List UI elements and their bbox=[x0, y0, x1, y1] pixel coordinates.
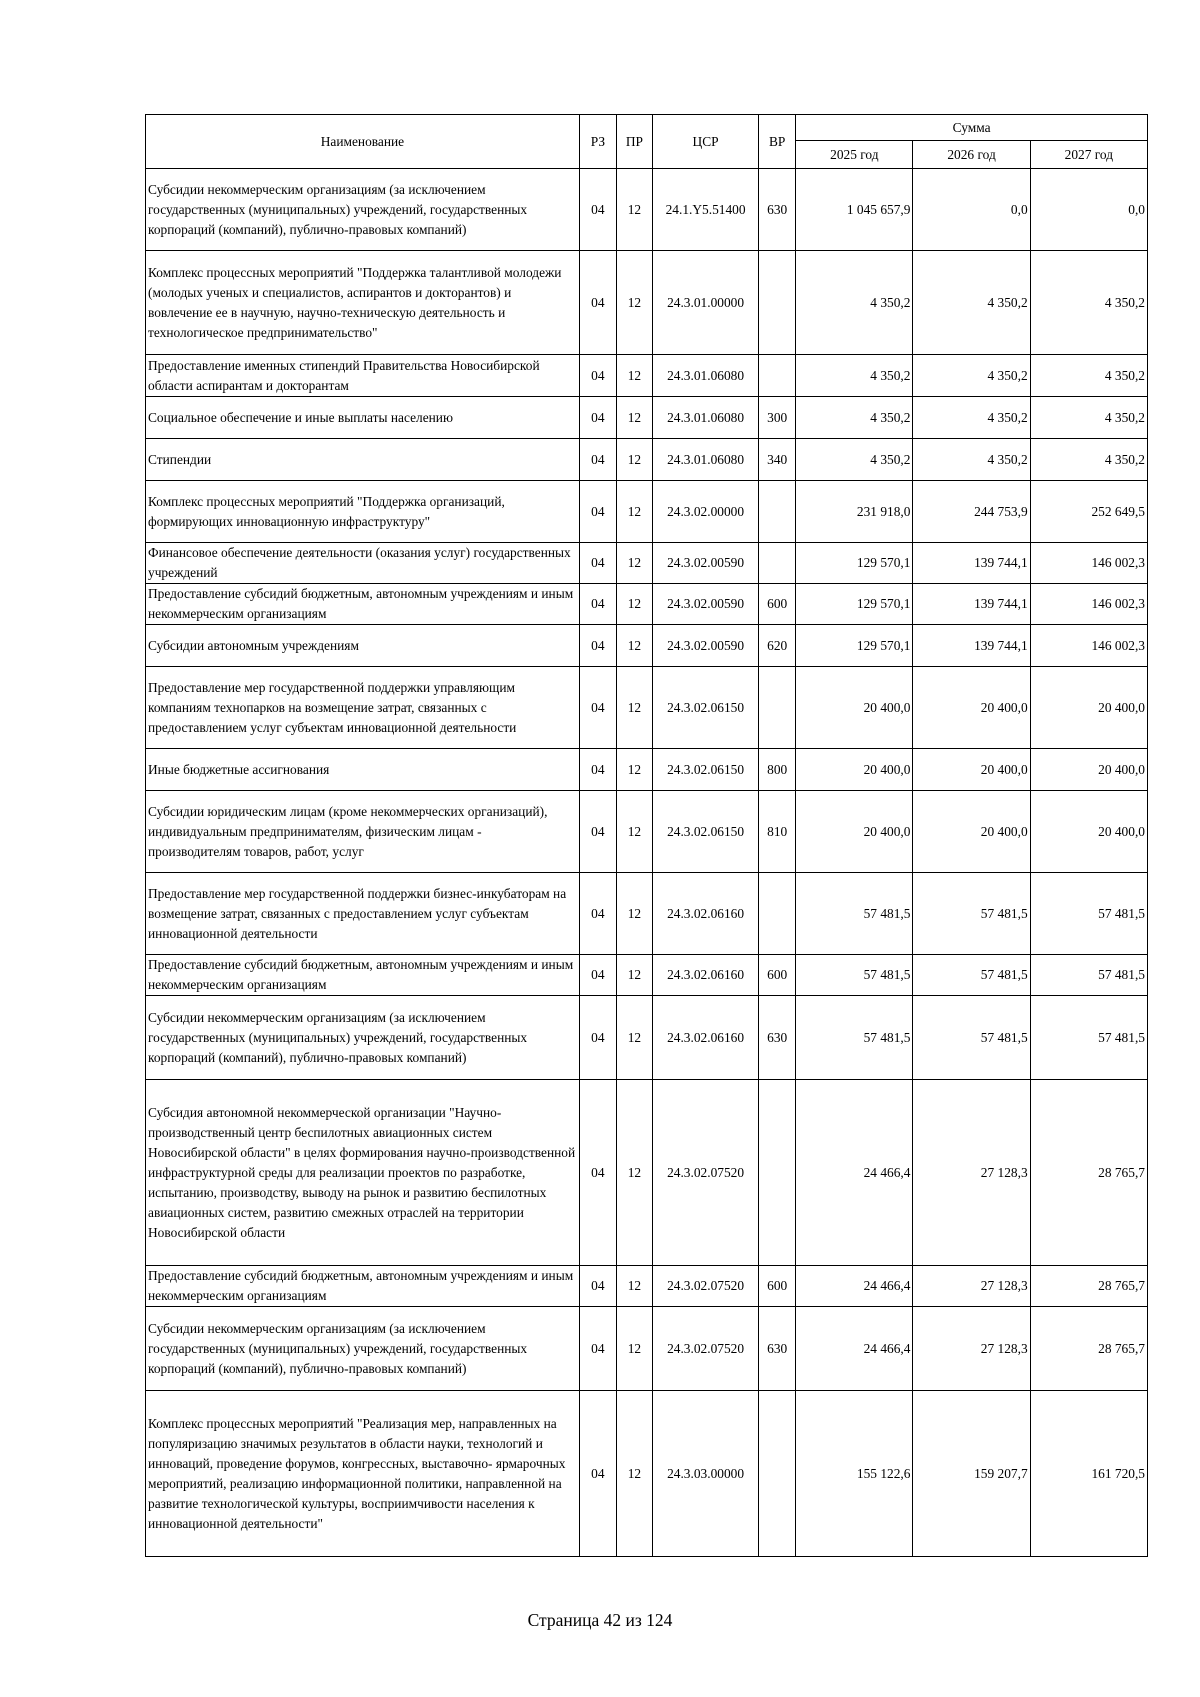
table-row bbox=[146, 481, 1148, 543]
header-row bbox=[146, 115, 1148, 141]
cell-rz: 04 bbox=[579, 439, 616, 481]
table-row bbox=[146, 791, 1148, 873]
cell-vr bbox=[759, 251, 796, 355]
cell-2025: 4 350,2 bbox=[796, 251, 913, 355]
cell-name: Субсидии юридическим лицам (кроме некоммерческих организаций), индивидуальным предпринимателям, физическим лицам - производителям товаров, работ, услуг bbox=[146, 791, 580, 873]
cell-2026: 0,0 bbox=[913, 169, 1030, 251]
cell-name: Предоставление субсидий бюджетным, автономным учреждениям и иным некоммерческим организациям bbox=[146, 955, 580, 996]
cell-vr: 300 bbox=[759, 397, 796, 439]
table-row bbox=[146, 1391, 1148, 1557]
cell-2026: 4 350,2 bbox=[913, 355, 1030, 397]
cell-rz: 04 bbox=[579, 667, 616, 749]
table-row bbox=[146, 355, 1148, 397]
cell-2027: 146 002,3 bbox=[1030, 543, 1147, 584]
cell-2026: 4 350,2 bbox=[913, 397, 1030, 439]
cell-name: Комплекс процессных мероприятий "Поддержка талантливой молодежи (молодых ученых и специалистов, аспирантов и докторантов) и вовлечение ее в научную, научно-техническую деятельность и технологическое предпринимательство" bbox=[146, 251, 580, 355]
cell-csr: 24.3.02.06150 bbox=[652, 791, 758, 873]
header-name: Наименование bbox=[146, 115, 580, 169]
cell-2026: 4 350,2 bbox=[913, 439, 1030, 481]
cell-rz: 04 bbox=[579, 955, 616, 996]
cell-pr: 12 bbox=[616, 1080, 652, 1266]
cell-2025: 57 481,5 bbox=[796, 955, 913, 996]
cell-2027: 0,0 bbox=[1030, 169, 1147, 251]
cell-vr: 340 bbox=[759, 439, 796, 481]
cell-vr bbox=[759, 355, 796, 397]
cell-rz: 04 bbox=[579, 543, 616, 584]
header-csr: ЦСР bbox=[652, 115, 758, 169]
cell-2025: 4 350,2 bbox=[796, 355, 913, 397]
cell-name: Финансовое обеспечение деятельности (оказания услуг) государственных учреждений bbox=[146, 543, 580, 584]
cell-csr: 24.3.02.00000 bbox=[652, 481, 758, 543]
cell-csr: 24.3.02.00590 bbox=[652, 625, 758, 667]
cell-rz: 04 bbox=[579, 873, 616, 955]
table-row bbox=[146, 169, 1148, 251]
cell-rz: 04 bbox=[579, 1080, 616, 1266]
cell-2027: 57 481,5 bbox=[1030, 955, 1147, 996]
cell-2027: 20 400,0 bbox=[1030, 791, 1147, 873]
cell-rz: 04 bbox=[579, 169, 616, 251]
cell-csr: 24.3.02.07520 bbox=[652, 1266, 758, 1307]
cell-2026: 27 128,3 bbox=[913, 1266, 1030, 1307]
cell-vr: 600 bbox=[759, 955, 796, 996]
table-row bbox=[146, 749, 1148, 791]
cell-2026: 20 400,0 bbox=[913, 749, 1030, 791]
cell-vr: 630 bbox=[759, 169, 796, 251]
table-row bbox=[146, 955, 1148, 996]
cell-pr: 12 bbox=[616, 1266, 652, 1307]
cell-2026: 244 753,9 bbox=[913, 481, 1030, 543]
header-rz: РЗ bbox=[579, 115, 616, 169]
cell-vr: 600 bbox=[759, 584, 796, 625]
cell-2026: 139 744,1 bbox=[913, 543, 1030, 584]
cell-2025: 57 481,5 bbox=[796, 996, 913, 1080]
cell-pr: 12 bbox=[616, 873, 652, 955]
cell-2027: 252 649,5 bbox=[1030, 481, 1147, 543]
cell-rz: 04 bbox=[579, 996, 616, 1080]
cell-2025: 24 466,4 bbox=[796, 1307, 913, 1391]
cell-2025: 129 570,1 bbox=[796, 625, 913, 667]
header-2026: 2026 год bbox=[913, 141, 1030, 169]
cell-pr: 12 bbox=[616, 625, 652, 667]
cell-name: Предоставление именных стипендий Правительства Новосибирской области аспирантам и докторантам bbox=[146, 355, 580, 397]
cell-2026: 27 128,3 bbox=[913, 1307, 1030, 1391]
cell-2027: 57 481,5 bbox=[1030, 996, 1147, 1080]
table-row bbox=[146, 439, 1148, 481]
cell-2026: 57 481,5 bbox=[913, 873, 1030, 955]
cell-rz: 04 bbox=[579, 1307, 616, 1391]
cell-name: Субсидии некоммерческим организациям (за исключением государственных (муниципальных) учреждений, государственных корпораций (компаний), публично-правовых компаний) bbox=[146, 1307, 580, 1391]
cell-pr: 12 bbox=[616, 955, 652, 996]
table-row bbox=[146, 873, 1148, 955]
cell-csr: 24.3.01.00000 bbox=[652, 251, 758, 355]
header-2025: 2025 год bbox=[796, 141, 913, 169]
cell-2025: 4 350,2 bbox=[796, 397, 913, 439]
cell-2026: 27 128,3 bbox=[913, 1080, 1030, 1266]
cell-name: Социальное обеспечение и иные выплаты населению bbox=[146, 397, 580, 439]
cell-rz: 04 bbox=[579, 1266, 616, 1307]
cell-2026: 139 744,1 bbox=[913, 584, 1030, 625]
cell-name: Субсидии некоммерческим организациям (за исключением государственных (муниципальных) учреждений, государственных корпораций (компаний), публично-правовых компаний) bbox=[146, 169, 580, 251]
cell-pr: 12 bbox=[616, 1307, 652, 1391]
cell-rz: 04 bbox=[579, 251, 616, 355]
cell-rz: 04 bbox=[579, 625, 616, 667]
cell-2026: 159 207,7 bbox=[913, 1391, 1030, 1557]
cell-csr: 24.1.Y5.51400 bbox=[652, 169, 758, 251]
cell-2026: 4 350,2 bbox=[913, 251, 1030, 355]
cell-vr bbox=[759, 481, 796, 543]
cell-vr: 800 bbox=[759, 749, 796, 791]
budget-table bbox=[145, 114, 1148, 1557]
table-row bbox=[146, 1266, 1148, 1307]
cell-2025: 129 570,1 bbox=[796, 584, 913, 625]
cell-pr: 12 bbox=[616, 749, 652, 791]
cell-csr: 24.3.02.06160 bbox=[652, 873, 758, 955]
cell-name: Субсидии автономным учреждениям bbox=[146, 625, 580, 667]
cell-2026: 20 400,0 bbox=[913, 791, 1030, 873]
cell-2027: 4 350,2 bbox=[1030, 439, 1147, 481]
cell-2027: 20 400,0 bbox=[1030, 667, 1147, 749]
table-body bbox=[146, 169, 1148, 1557]
cell-2027: 28 765,7 bbox=[1030, 1266, 1147, 1307]
cell-pr: 12 bbox=[616, 397, 652, 439]
cell-pr: 12 bbox=[616, 355, 652, 397]
cell-vr bbox=[759, 667, 796, 749]
cell-2027: 146 002,3 bbox=[1030, 625, 1147, 667]
cell-csr: 24.3.01.06080 bbox=[652, 439, 758, 481]
cell-name: Комплекс процессных мероприятий "Реализация мер, направленных на популяризацию значимых результатов в области науки, технологий и инноваций, проведение форумов, конгрессных, выставочно- ярмарочных мероприятий, реализацию информационной политики, направленной на развитие технологической культуры, восприимчивости населения к инновационной деятельности" bbox=[146, 1391, 580, 1557]
cell-2025: 231 918,0 bbox=[796, 481, 913, 543]
cell-pr: 12 bbox=[616, 996, 652, 1080]
cell-2027: 57 481,5 bbox=[1030, 873, 1147, 955]
cell-vr bbox=[759, 1391, 796, 1557]
cell-csr: 24.3.02.06150 bbox=[652, 667, 758, 749]
cell-name: Субсидии некоммерческим организациям (за исключением государственных (муниципальных) учреждений, государственных корпораций (компаний), публично-правовых компаний) bbox=[146, 996, 580, 1080]
table-row bbox=[146, 1307, 1148, 1391]
cell-csr: 24.3.02.06150 bbox=[652, 749, 758, 791]
cell-vr bbox=[759, 1080, 796, 1266]
cell-2027: 20 400,0 bbox=[1030, 749, 1147, 791]
cell-pr: 12 bbox=[616, 439, 652, 481]
cell-pr: 12 bbox=[616, 543, 652, 584]
header-2027: 2027 год bbox=[1030, 141, 1147, 169]
cell-pr: 12 bbox=[616, 169, 652, 251]
cell-2026: 139 744,1 bbox=[913, 625, 1030, 667]
cell-vr: 620 bbox=[759, 625, 796, 667]
cell-csr: 24.3.02.00590 bbox=[652, 543, 758, 584]
cell-rz: 04 bbox=[579, 584, 616, 625]
cell-2027: 4 350,2 bbox=[1030, 397, 1147, 439]
cell-rz: 04 bbox=[579, 749, 616, 791]
cell-2026: 20 400,0 bbox=[913, 667, 1030, 749]
cell-csr: 24.3.02.07520 bbox=[652, 1307, 758, 1391]
table-row bbox=[146, 397, 1148, 439]
table-row bbox=[146, 625, 1148, 667]
cell-rz: 04 bbox=[579, 791, 616, 873]
cell-2027: 4 350,2 bbox=[1030, 355, 1147, 397]
cell-2025: 24 466,4 bbox=[796, 1080, 913, 1266]
cell-2025: 155 122,6 bbox=[796, 1391, 913, 1557]
header-sum: Сумма bbox=[796, 115, 1148, 141]
cell-2025: 20 400,0 bbox=[796, 749, 913, 791]
cell-2025: 57 481,5 bbox=[796, 873, 913, 955]
cell-csr: 24.3.01.06080 bbox=[652, 355, 758, 397]
cell-2027: 28 765,7 bbox=[1030, 1080, 1147, 1266]
cell-csr: 24.3.02.07520 bbox=[652, 1080, 758, 1266]
cell-name: Иные бюджетные ассигнования bbox=[146, 749, 580, 791]
cell-vr: 810 bbox=[759, 791, 796, 873]
cell-pr: 12 bbox=[616, 481, 652, 543]
cell-name: Комплекс процессных мероприятий "Поддержка организаций, формирующих инновационную инфраструктуру" bbox=[146, 481, 580, 543]
table-row bbox=[146, 543, 1148, 584]
table-row bbox=[146, 1080, 1148, 1266]
cell-vr bbox=[759, 543, 796, 584]
cell-pr: 12 bbox=[616, 584, 652, 625]
cell-2025: 20 400,0 bbox=[796, 667, 913, 749]
cell-rz: 04 bbox=[579, 481, 616, 543]
table-row bbox=[146, 667, 1148, 749]
cell-name: Стипендии bbox=[146, 439, 580, 481]
cell-rz: 04 bbox=[579, 1391, 616, 1557]
cell-name: Предоставление субсидий бюджетным, автономным учреждениям и иным некоммерческим организациям bbox=[146, 584, 580, 625]
cell-2027: 146 002,3 bbox=[1030, 584, 1147, 625]
cell-2025: 4 350,2 bbox=[796, 439, 913, 481]
table-row bbox=[146, 996, 1148, 1080]
cell-2027: 161 720,5 bbox=[1030, 1391, 1147, 1557]
cell-rz: 04 bbox=[579, 397, 616, 439]
cell-2027: 28 765,7 bbox=[1030, 1307, 1147, 1391]
cell-rz: 04 bbox=[579, 355, 616, 397]
cell-2025: 20 400,0 bbox=[796, 791, 913, 873]
cell-name: Предоставление субсидий бюджетным, автономным учреждениям и иным некоммерческим организациям bbox=[146, 1266, 580, 1307]
cell-name: Субсидия автономной некоммерческой организации "Научно-производственный центр беспилотных авиационных систем Новосибирской области" в целях формирования научно-производственной инфраструктурной среды для реализации проектов по разработке, испытанию, производству, выводу на рынок и развитию беспилотных авиационных систем, развитию смежных отраслей на территории Новосибирской области bbox=[146, 1080, 580, 1266]
cell-vr bbox=[759, 873, 796, 955]
table-row bbox=[146, 584, 1148, 625]
cell-name: Предоставление мер государственной поддержки бизнес-инкубаторам на возмещение затрат, связанных с предоставлением услуг субъектам инновационной деятельности bbox=[146, 873, 580, 955]
cell-2026: 57 481,5 bbox=[913, 955, 1030, 996]
cell-2026: 57 481,5 bbox=[913, 996, 1030, 1080]
cell-csr: 24.3.02.00590 bbox=[652, 584, 758, 625]
cell-2025: 1 045 657,9 bbox=[796, 169, 913, 251]
cell-pr: 12 bbox=[616, 667, 652, 749]
header-vr: ВР bbox=[759, 115, 796, 169]
cell-csr: 24.3.01.06080 bbox=[652, 397, 758, 439]
cell-csr: 24.3.02.06160 bbox=[652, 955, 758, 996]
header-pr: ПР bbox=[616, 115, 652, 169]
table-row bbox=[146, 251, 1148, 355]
cell-vr: 630 bbox=[759, 996, 796, 1080]
cell-vr: 630 bbox=[759, 1307, 796, 1391]
cell-csr: 24.3.03.00000 bbox=[652, 1391, 758, 1557]
cell-pr: 12 bbox=[616, 1391, 652, 1557]
cell-pr: 12 bbox=[616, 251, 652, 355]
cell-csr: 24.3.02.06160 bbox=[652, 996, 758, 1080]
cell-2025: 129 570,1 bbox=[796, 543, 913, 584]
cell-2025: 24 466,4 bbox=[796, 1266, 913, 1307]
page-number: Страница 42 из 124 bbox=[527, 1610, 673, 1630]
cell-pr: 12 bbox=[616, 791, 652, 873]
cell-name: Предоставление мер государственной поддержки управляющим компаниям технопарков на возмещение затрат, связанных с предоставлением услуг субъектам инновационной деятельности bbox=[146, 667, 580, 749]
cell-2027: 4 350,2 bbox=[1030, 251, 1147, 355]
cell-vr: 600 bbox=[759, 1266, 796, 1307]
